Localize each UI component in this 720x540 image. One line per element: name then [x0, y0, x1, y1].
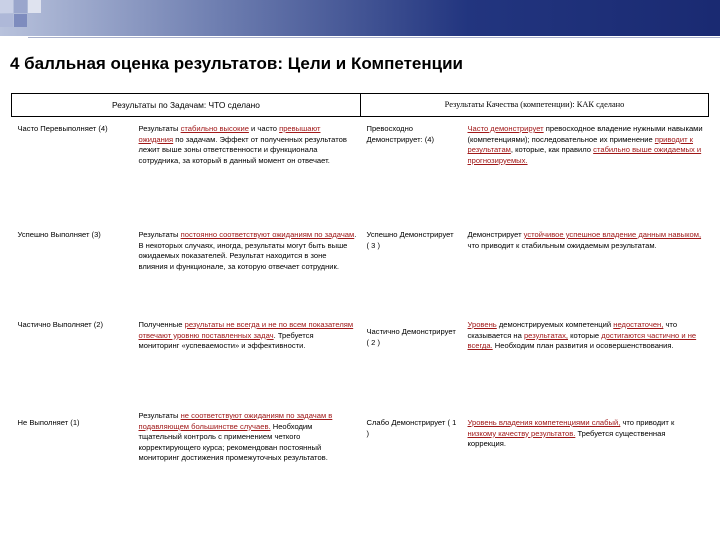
header-goals: Результаты по Задачам: ЧТО сделано — [12, 94, 361, 117]
underlined-phrase: приводит к результатам — [467, 134, 693, 155]
underlined-phrase: постоянно соответствуют ожиданиям по задачам — [180, 230, 355, 239]
row-label: Не Выполняет (1) — [17, 418, 80, 427]
text-fragment: . Требуется мониторинг «успеваемости» и эффективности. — [138, 330, 314, 351]
evaluation-table — [11, 93, 709, 517]
decor-square — [28, 0, 41, 13]
underlined-phrase: не соответствуют ожиданиям по задачам в подавляющем большинстве случаев. — [138, 411, 333, 431]
table-row — [12, 406, 709, 517]
underlined-phrase: Часто демонстрирует — [467, 124, 544, 133]
level-label: Превосходно Демонстрирует: (4) — [366, 124, 435, 144]
goals-text — [133, 225, 361, 315]
underlined-phrase: Уровень — [467, 320, 497, 329]
decor-square — [0, 14, 13, 27]
row-label: Часто Перевыполняет (4) — [17, 124, 108, 133]
text-fragment: и часто — [248, 124, 280, 133]
text-fragment: Результаты — [138, 230, 181, 239]
level-label: Частично Демонстрирует ( 2 ) — [366, 327, 456, 347]
text-fragment: демонстрируемых компетенций — [496, 320, 614, 329]
level-label: Успешно Демонстрирует ( 3 ) — [366, 230, 454, 250]
decor-square — [14, 0, 27, 13]
table-header-row — [12, 94, 709, 117]
goals-text — [133, 117, 361, 226]
text-fragment: что приводит к стабильным ожидаемым результатам. — [467, 240, 657, 250]
text-fragment: Результаты — [138, 411, 181, 420]
underlined-phrase: низкому качеству результатов. — [467, 428, 576, 438]
text-fragment: Демонстрирует — [467, 230, 524, 239]
text-fragment: . В некоторых случаях, иногда, результаты могут быть выше ожидаемых показателей. Результат находится в зоне влияния и функционале, за которую отвечает сотрудник. — [138, 230, 357, 271]
title-bar-gradient — [0, 0, 720, 36]
competency-text — [462, 315, 709, 406]
underlined-phrase: превышают ожидания — [138, 124, 321, 144]
competency-text — [462, 225, 709, 315]
text-fragment: Полученные — [138, 320, 185, 329]
goals-text — [133, 315, 361, 406]
competency-text — [462, 406, 709, 517]
row-label: Частично Выполняет (2) — [17, 320, 104, 329]
level-label: Слабо Демонстрирует ( 1 ) — [366, 418, 457, 438]
text-fragment: Требуется существенная коррекция. — [467, 428, 666, 449]
underlined-phrase: Уровень владения компетенциями слабый, — [467, 418, 621, 427]
decor-square — [0, 0, 13, 13]
text-fragment: что приводит к — [620, 418, 675, 427]
competency-text — [462, 117, 709, 226]
text-fragment: по задачам. Эффект от полученных результатов лежит выше зоны ответственности и функционала сотрудника, за который в данный момент он отвечает. — [138, 134, 347, 165]
decor-square — [14, 14, 27, 27]
underlined-phrase: достигаются частично и не всегда. — [467, 330, 697, 351]
underlined-phrase: стабильно выше ожидаемых и прогнозируемых. — [467, 145, 702, 165]
text-fragment: , которые, как правило — [510, 145, 594, 155]
divider-line — [28, 37, 720, 38]
underlined-phrase: устойчивое успешное владение данным навыком, — [523, 230, 702, 239]
underlined-phrase: недостаточен, — [613, 320, 664, 329]
text-fragment: что сказывается на — [467, 320, 678, 340]
text-fragment: Необходим план развития и осовершенствования. — [492, 341, 674, 351]
text-fragment: которые — [568, 330, 602, 340]
goals-text — [133, 406, 361, 517]
underlined-phrase: результатах, — [523, 330, 569, 340]
text-fragment: Результаты — [138, 124, 181, 133]
header-competencies: Результаты Качества (компетенции): КАК сделано — [361, 94, 709, 117]
table-row — [12, 225, 709, 315]
underlined-phrase: результаты не всегда и не по всем показателям отвечают уровню поставленных задач — [138, 320, 354, 340]
underlined-phrase: стабильно высокие — [180, 124, 249, 133]
text-fragment: Необходим тщательный контроль с применением четкого корректирующего курса; рекомендован постоянный мониторинг достижения промежуточных результатов. — [138, 421, 328, 463]
text-fragment: превосходное владение нужными навыками (компетенциями); последовательное их применение — [467, 124, 703, 144]
table-row — [12, 315, 709, 406]
page-title: 4 балльная оценка результатов: Цели и Компетенции — [10, 54, 463, 73]
row-label: Успешно Выполняет (3) — [17, 230, 101, 239]
table-row — [12, 117, 709, 226]
